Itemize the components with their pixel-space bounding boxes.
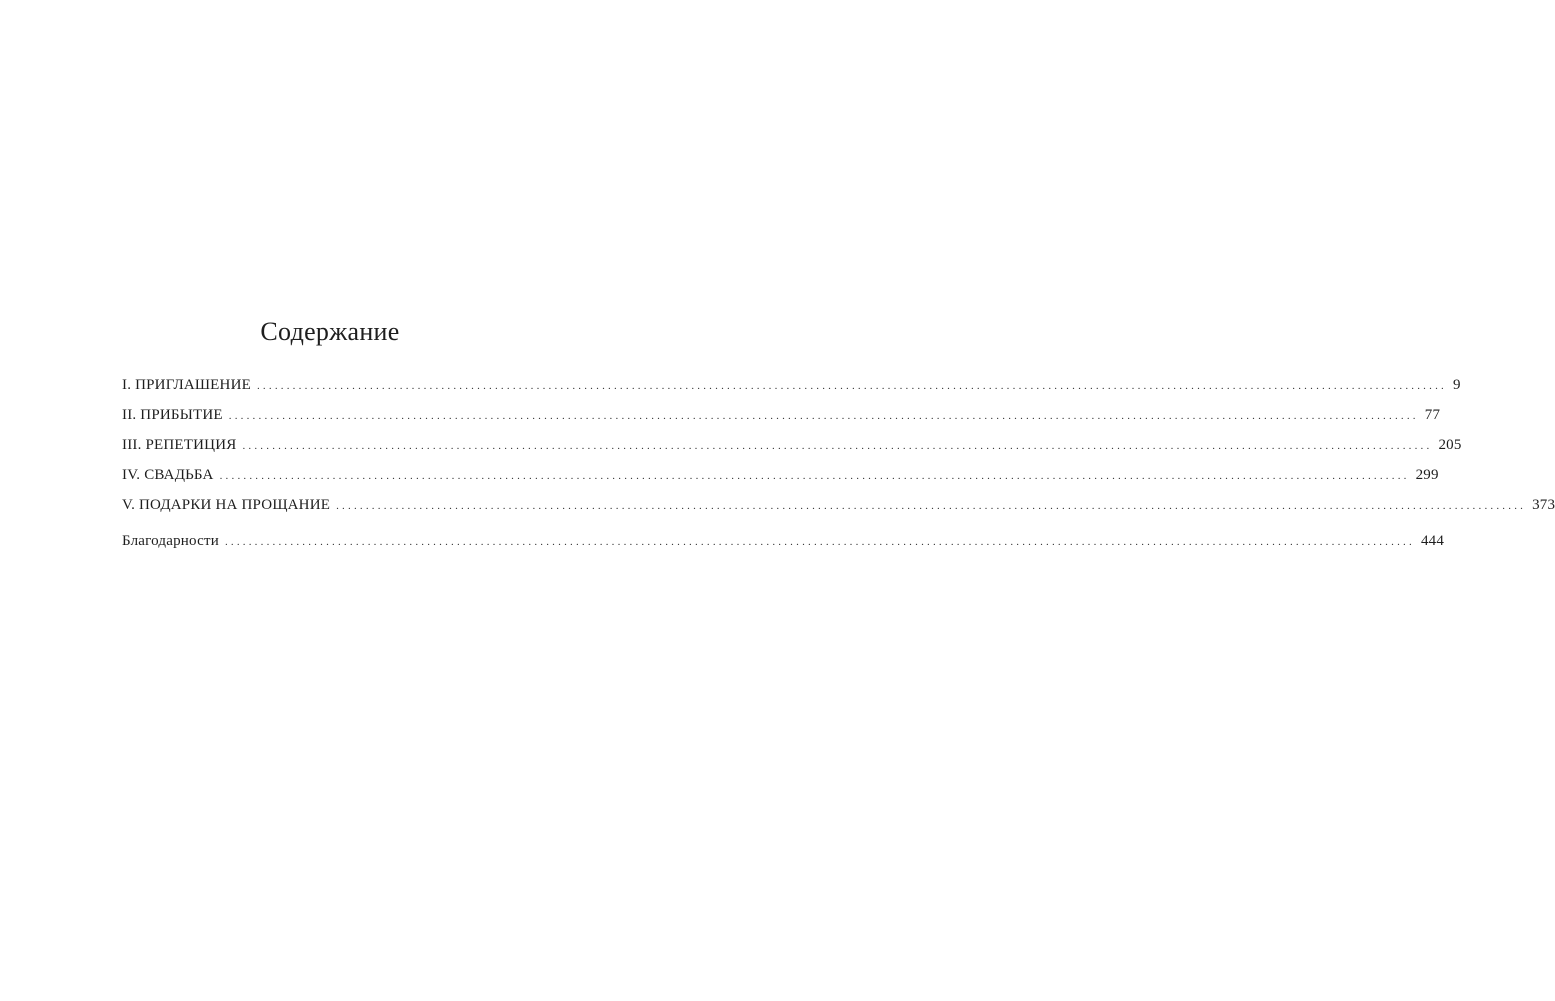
toc-entry-title: II. ПРИБЫТИЕ [122, 407, 223, 423]
toc-entry-page: 205 [1438, 437, 1462, 453]
toc-entry [122, 430, 1462, 460]
toc-entry-page: 77 [1424, 407, 1441, 423]
toc-entry-title: Благодарности [122, 533, 219, 549]
dot-leader: ........................................................................................................................................................................................................ [336, 500, 1527, 512]
toc-entry [122, 490, 1555, 520]
toc-entry-title: I. ПРИГЛАШЕНИЕ [122, 377, 251, 393]
toc-heading: Содержание [260, 317, 400, 346]
toc-entry-page: 373 [1532, 497, 1555, 513]
dot-leader: ........................................................................................................................................................................................................ [224, 536, 1415, 548]
dot-leader: ........................................................................................................................................................................................................ [228, 410, 1419, 422]
toc-entry-title: III. РЕПЕТИЦИЯ [122, 437, 237, 453]
toc-entry [122, 400, 1441, 430]
toc-entry-page: 9 [1452, 377, 1461, 393]
dot-leader: ........................................................................................................................................................................................................ [256, 380, 1447, 392]
table-of-contents [122, 370, 1555, 556]
dot-leader: ........................................................................................................................................................................................................ [242, 440, 1433, 452]
toc-entry-title: V. ПОДАРКИ НА ПРОЩАНИЕ [122, 497, 331, 513]
toc-entry-title: IV. СВАДЬБА [122, 467, 214, 483]
toc-entry-page: 299 [1415, 467, 1439, 483]
toc-entry-page: 444 [1420, 533, 1445, 549]
toc-entry [122, 460, 1439, 490]
dot-leader: ........................................................................................................................................................................................................ [219, 470, 1410, 482]
toc-entry [122, 370, 1461, 400]
toc-entry [122, 526, 1445, 556]
